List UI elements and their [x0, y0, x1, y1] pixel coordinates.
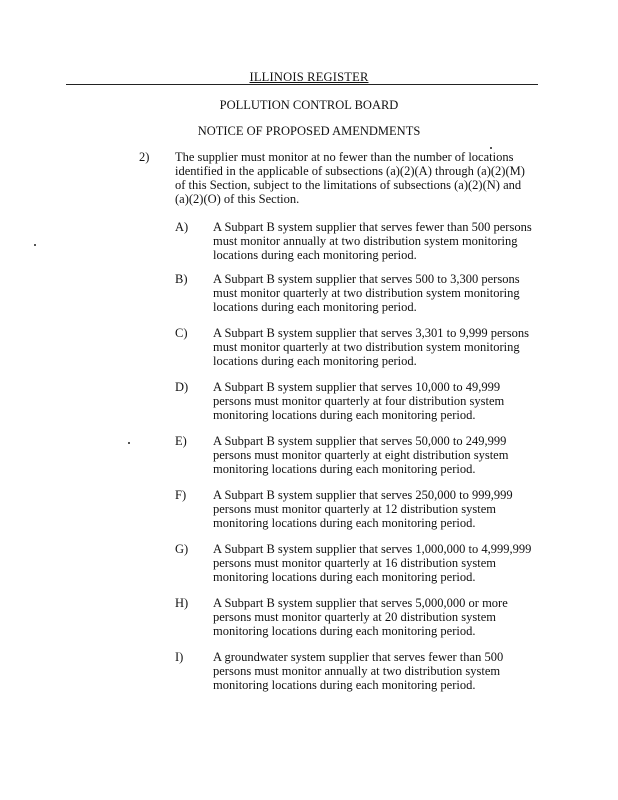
sub-item-label: E) [175, 434, 187, 448]
scan-speck [128, 442, 130, 444]
board-name: POLLUTION CONTROL BOARD [219, 98, 399, 112]
sub-item-text: A Subpart B system supplier that serves 250,000 to 999,999 persons must monitor quarterly at 12 distribution system monitoring locations during each monitoring period. [213, 488, 513, 530]
sub-item-label: A) [175, 220, 189, 234]
sub-item-text: A Subpart B system supplier that serves 1,000,000 to 4,999,999 persons must monitor quarterly at 16 distribution system monitoring locations during each monitoring period. [213, 542, 532, 584]
register-title-text: ILLINOIS REGISTER [249, 70, 369, 84]
register-title [0, 70, 618, 85]
sub-item-text: A Subpart B system supplier that serves 50,000 to 249,999 persons must monitor quarterly at eight distribution system monitoring locations during each monitoring period. [213, 434, 509, 476]
notice-title: NOTICE OF PROPOSED AMENDMENTS [197, 124, 421, 138]
sub-item-text: A Subpart B system supplier that serves 10,000 to 49,999 persons must monitor quarterly at four distribution system monitoring locations during each monitoring period. [213, 380, 505, 422]
sub-item-label: C) [175, 326, 188, 340]
sub-item-text: A Subpart B system supplier that serves 3,301 to 9,999 persons must monitor quarterly at two distribution system monitoring locations during each monitoring period. [213, 326, 529, 368]
sub-item-text: A Subpart B system supplier that serves 5,000,000 or more persons must monitor quarterly at 20 distribution system monitoring locations during each monitoring period. [213, 596, 508, 638]
sub-item-label: G) [175, 542, 189, 556]
scan-speck [34, 244, 36, 246]
sub-item-label: H) [175, 596, 189, 610]
sub-item-label: I) [175, 650, 184, 664]
sub-item-label: D) [175, 380, 189, 394]
main-item-label: 2) [139, 150, 150, 164]
sub-item-text: A Subpart B system supplier that serves fewer than 500 persons must monitor annually at two distribution system monitoring locations during each monitoring period. [213, 220, 532, 262]
sub-item-text: A groundwater system supplier that serves fewer than 500 persons must monitor annually at two distribution system monitoring locations during each monitoring period. [213, 650, 504, 692]
sub-item-label: F) [175, 488, 187, 502]
scan-speck [490, 147, 492, 149]
sub-item-label: B) [175, 272, 188, 286]
main-item-text: The supplier must monitor at no fewer than the number of locations identified in the applicable of subsections (a)(2)(A) through (a)(2)(M) of this Section, subject to the limitations of subsections (a)(2)(N) and (a)(2)(O) of this Section. [175, 150, 525, 206]
header-rule [66, 84, 538, 85]
sub-item-text: A Subpart B system supplier that serves 500 to 3,300 persons must monitor quarterly at two distribution system monitoring locations during each monitoring period. [213, 272, 520, 314]
